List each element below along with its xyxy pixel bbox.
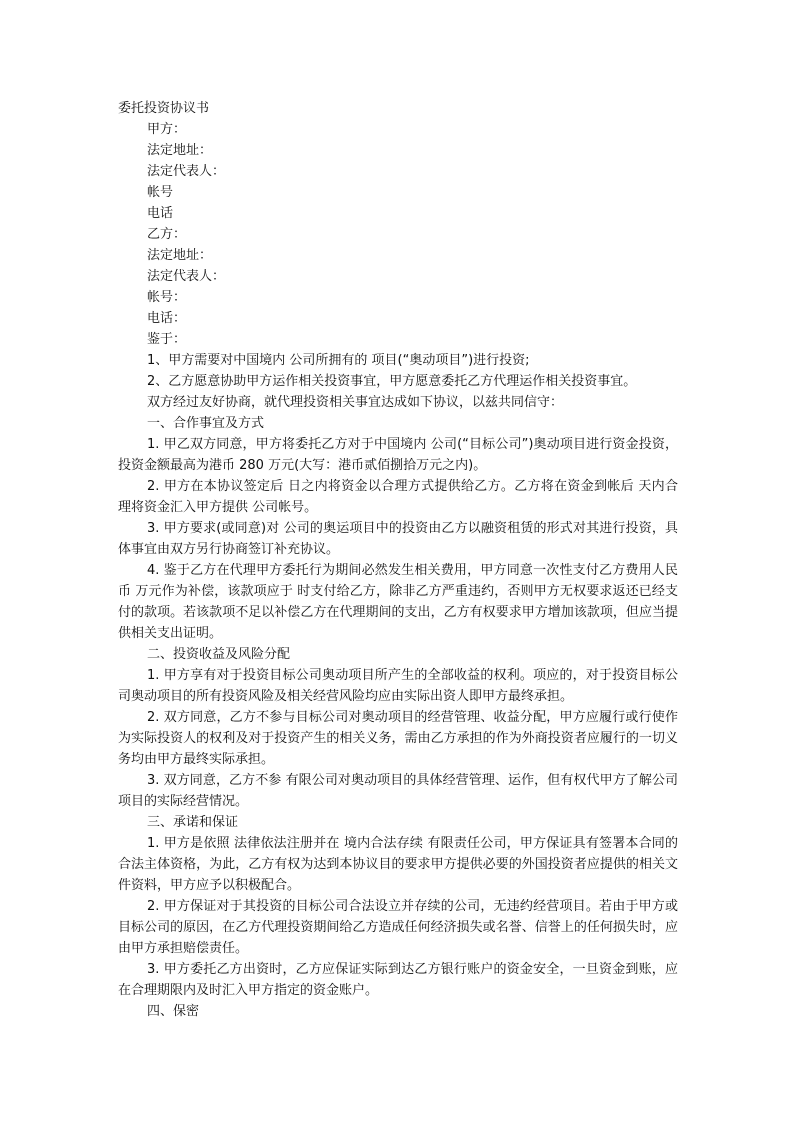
field-party-a-phone: 电话 — [147, 206, 174, 221]
recitals — [118, 350, 678, 413]
section-heading: 四、保密 — [147, 1004, 200, 1019]
section-warranties — [118, 812, 678, 1001]
recital-item: 2、乙方愿意协助甲方运作相关投资事宜，甲方愿意委托乙方代理运作相关投资事宜。 — [147, 374, 637, 389]
field-party-b: 乙方： — [147, 227, 187, 242]
field-party-b-account: 帐号： — [147, 290, 187, 305]
recital-agreement: 双方经过友好协商，就代理投资相关事宜达成如下协议，以兹共同信守： — [147, 395, 564, 410]
section-heading: 一、合作事宜及方式 — [147, 416, 265, 431]
field-party-a-account: 帐号 — [147, 185, 174, 200]
field-party-b-representative: 法定代表人： — [147, 269, 226, 284]
party-fields — [118, 119, 678, 350]
agreement-document — [118, 98, 678, 1022]
field-party-b-phone: 电话： — [147, 311, 187, 326]
clause-paragraph: 1. 甲乙双方同意，甲方将委托乙方对于中国境内 公司(“目标公司”)奥动项目进行资金投资，投资金额最高为港币 280 万元(大写：港币贰佰捌拾万元之内)。 — [118, 437, 678, 473]
clause-paragraph: 2. 甲方保证对于其投资的目标公司合法设立并存续的公司，无违约经营项目。若由于甲方或目标公司的原因，在乙方代理投资期间给乙方造成任何经济损失或名誉、信誉上的任何损失时，应由甲方承担赔偿责任。 — [118, 899, 678, 956]
clause-paragraph: 4. 鉴于乙方在代理甲方委托行为期间必然发生相关费用，甲方同意一次性支付乙方费用人民币 万元作为补偿，该款项应于 时支付给乙方，除非乙方严重违约，否则甲方无权要求返还已经支付的款项。若该款项不足以补偿乙方在代理期间的支出，乙方有权要求甲方增加该款项，但应当提供相关支出证明。 — [118, 563, 678, 641]
clause-paragraph: 3. 双方同意，乙方不参 有限公司对奥动项目的具体经营管理、运作，但有权代甲方了解公司项目的实际经营情况。 — [118, 773, 678, 809]
clause-paragraph: 1. 甲方享有对于投资目标公司奥动项目所产生的全部收益的权利。项应的，对于投资目标公司奥动项目的所有投资风险及相关经营风险均应由实际出资人即甲方最终承担。 — [118, 668, 678, 704]
clause-paragraph: 1. 甲方是依照 法律依法注册并在 境内合法存续 有限责任公司，甲方保证具有签署本合同的合法主体资格，为此，乙方有权为达到本协议目的要求甲方提供必要的外国投资者应提供的相关文件资料，甲方应予以积极配合。 — [118, 836, 678, 893]
field-party-b-address: 法定地址： — [147, 248, 213, 263]
clause-paragraph: 3. 甲方委托乙方出资时，乙方应保证实际到达乙方银行账户的资金安全，一旦资金到账，应在合理期限内及时汇入甲方指定的资金账户。 — [118, 962, 678, 998]
section-confidentiality — [118, 1001, 678, 1022]
clause-paragraph: 3. 甲方要求(或同意)对 公司的奥运项目中的投资由乙方以融资租赁的形式对其进行投资，具体事宜由双方另行协商签订补充协议。 — [118, 521, 678, 557]
field-whereas: 鉴于： — [147, 332, 187, 347]
section-heading: 二、投资收益及风险分配 — [147, 647, 291, 662]
section-heading: 三、承诺和保证 — [147, 815, 239, 830]
section-returns-risk — [118, 644, 678, 812]
field-party-a-representative: 法定代表人： — [147, 164, 226, 179]
clause-paragraph: 2. 双方同意，乙方不参与目标公司对奥动项目的经营管理、收益分配，甲方应履行或行使作为实际投资人的权利及对于投资产生的相关义务，需由乙方承担的作为外商投资者应履行的一切义务均由甲方最终实际承担。 — [118, 710, 678, 767]
clause-paragraph: 2. 甲方在本协议签定后 日之内将资金以合理方式提供给乙方。乙方将在资金到帐后 天内合理将资金汇入甲方提供 公司帐号。 — [118, 479, 678, 515]
recital-item: 1、甲方需要对中国境内 公司所拥有的 项目(“奥动项目”)进行投资; — [147, 353, 530, 368]
document-title: 委托投资协议书 — [118, 101, 210, 116]
section-cooperation — [118, 413, 678, 644]
field-party-a-address: 法定地址： — [147, 143, 213, 158]
field-party-a: 甲方： — [147, 122, 187, 137]
